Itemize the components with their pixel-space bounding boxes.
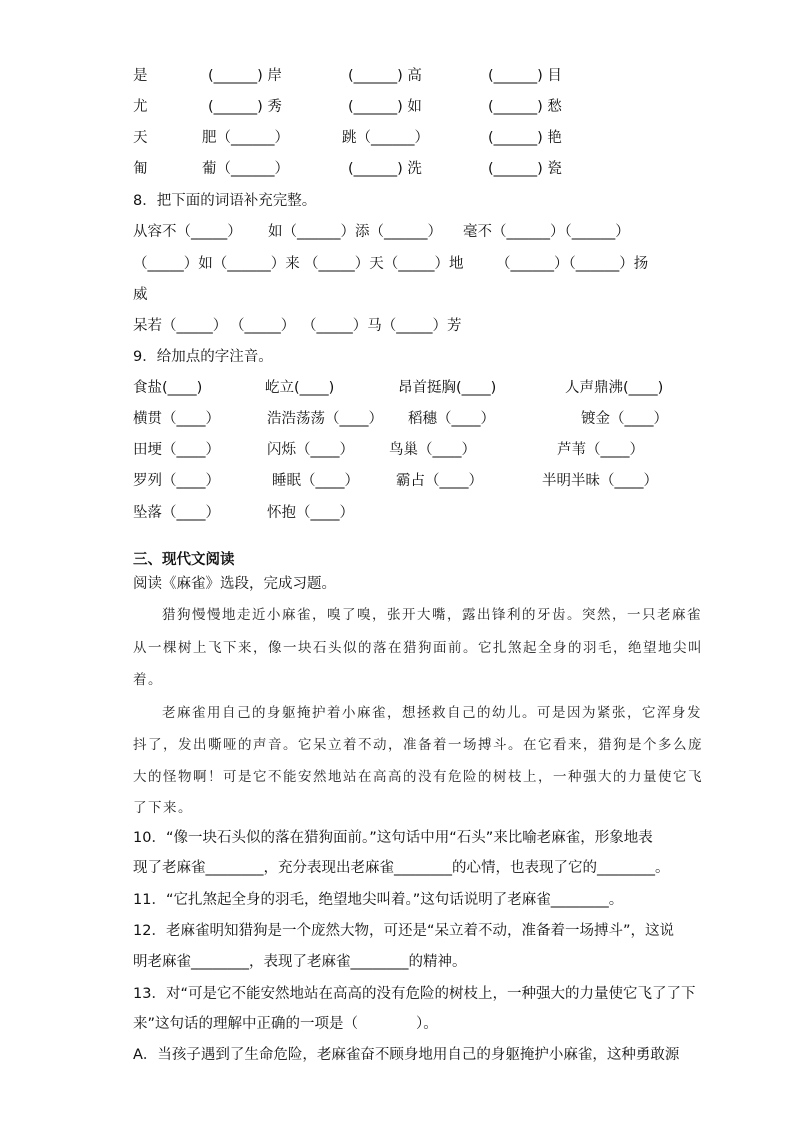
q9-r1-a: 食盐(____) — [133, 380, 203, 396]
q7-r4-c4: (______) 瓷 — [488, 161, 562, 177]
passage-line: 老麻雀用自己的身躯掩护着小麻雀，想拯救自己的幼儿。可是因为紧张，它浑身发 — [162, 705, 702, 721]
q9-r4-d: 半明半昧（____） — [542, 473, 658, 489]
q7-r4-c2: 葡（______） — [202, 161, 289, 177]
q9-r3-d: 芦苇（____） — [557, 442, 644, 458]
q8-r3-c: （_____）马（_____）芳 — [302, 318, 462, 334]
q9-r2-c: 稻穗（____） — [408, 411, 495, 427]
question-line: 明老麻雀________，表现了老麻雀________的精神。 — [133, 954, 467, 970]
q7-r2-c3: (______) 如 — [348, 99, 422, 115]
question-line: 10．“像一块石头似的落在猎狗面前。”这句话中用“石头”来比喻老麻雀，形象地表 — [133, 830, 653, 846]
q9-r3-b: 闪烁（____） — [267, 442, 354, 458]
passage-line: 了下来。 — [133, 800, 193, 816]
passage-line: 着。 — [133, 672, 163, 688]
q8-r2-c: （______）（______）扬 — [496, 256, 649, 272]
passage-line: 大的怪物啊！可是它不能安然地站在高高的没有危险的树枝上，一种强大的力量使它飞 — [133, 769, 703, 785]
q9-r4-a: 罗列（____） — [133, 473, 220, 489]
q7-r3-c3: 跳（______） — [342, 130, 429, 146]
q9-r2-d: 镀金（____） — [581, 411, 668, 427]
q7-r2-c2: (______) 秀 — [208, 99, 282, 115]
q8-r2-cont: 威 — [133, 287, 148, 303]
q9-title: 9．给加点的字注音。 — [133, 349, 273, 365]
q7-r1-c2: (______) 岸 — [208, 68, 282, 84]
question-line: A．当孩子遇到了生命危险，老麻雀奋不顾身地用自己的身躯掩护小麻雀，这种勇敢源 — [133, 1047, 680, 1063]
q9-r1-d: 人声鼎沸(____) — [565, 380, 664, 396]
q9-r2-a: 横贯（____） — [133, 411, 220, 427]
q7-r2-c1: 尤 — [133, 99, 148, 115]
q7-r4-c3: (______) 洗 — [348, 161, 422, 177]
q9-r4-b: 睡眠（____） — [272, 473, 359, 489]
passage-line: 猎狗慢慢地走近小麻雀，嗅了嗅，张开大嘴，露出锋利的牙齿。突然，一只老麻雀 — [162, 607, 702, 623]
q7-r3-c4: (______) 艳 — [488, 130, 562, 146]
q9-r5-b: 怀抱（____） — [267, 505, 354, 521]
q8-r3-b: （_____） — [230, 318, 296, 334]
q7-r1-c3: (______) 高 — [348, 68, 422, 84]
question-line: 13．对“可是它不能安然地站在高高的没有危险的树枝上，一种强大的力量使它飞了了下 — [133, 986, 696, 1002]
q9-r1-c: 昂首挺胸(____) — [398, 380, 497, 396]
q9-r3-a: 田埂（____） — [133, 442, 220, 458]
q9-r4-c: 霸占（____） — [396, 473, 483, 489]
q7-r1-c4: (______) 目 — [488, 68, 562, 84]
q9-r3-c: 鸟巢（____） — [389, 442, 476, 458]
q7-r2-c4: (______) 愁 — [488, 99, 562, 115]
q7-r4-c1: 匍 — [133, 161, 148, 177]
section-heading: 三、现代文阅读 — [133, 552, 235, 568]
q9-r2-b: 浩浩荡荡（____） — [267, 411, 383, 427]
q8-title: 8．把下面的词语补充完整。 — [133, 193, 317, 209]
q7-r1-c1: 是 — [133, 68, 148, 84]
q7-r3-c2: 肥（______） — [202, 130, 289, 146]
question-line: 12．老麻雀明知猎狗是一个庞然大物，可还是“呆立着不动，准备着一场搏斗”，这说 — [133, 923, 674, 939]
q8-r1-b: 如（______）添（______） — [268, 224, 442, 240]
q9-r5-a: 坠落（____） — [133, 505, 220, 521]
reading-intro: 阅读《麻雀》选段，完成习题。 — [133, 576, 336, 592]
q8-r1-c: 毫不（______）（______） — [463, 224, 630, 240]
question-line: 来”这句话的理解中正确的一项是（ ）。 — [133, 1016, 438, 1032]
q8-r2-a: （_____）如（______）来 — [133, 256, 300, 272]
q8-r1-a: 从容不（_____） — [133, 224, 242, 240]
question-line: 现了老麻雀________，充分表现出老麻雀________的心情，也表现了它的________。 — [133, 860, 670, 876]
q7-r3-c1: 天 — [133, 130, 148, 146]
q9-r1-b: 屹立(____) — [265, 380, 335, 396]
passage-line: 从一棵树上飞下来，像一块石头似的落在猎狗面前。它扎煞起全身的羽毛，绝望地尖叫 — [133, 640, 703, 656]
question-line: 11．“它扎煞起全身的羽毛，绝望地尖叫着。”这句话说明了老麻雀________。 — [133, 892, 624, 908]
q8-r3-a: 呆若（_____） — [133, 318, 228, 334]
q8-r2-b: （_____）天（_____）地 — [304, 256, 464, 272]
passage-line: 抖了，发出嘶哑的声音。它呆立着不动，准备着一场搏斗。在它看来，猎狗是个多么庞 — [133, 737, 703, 753]
